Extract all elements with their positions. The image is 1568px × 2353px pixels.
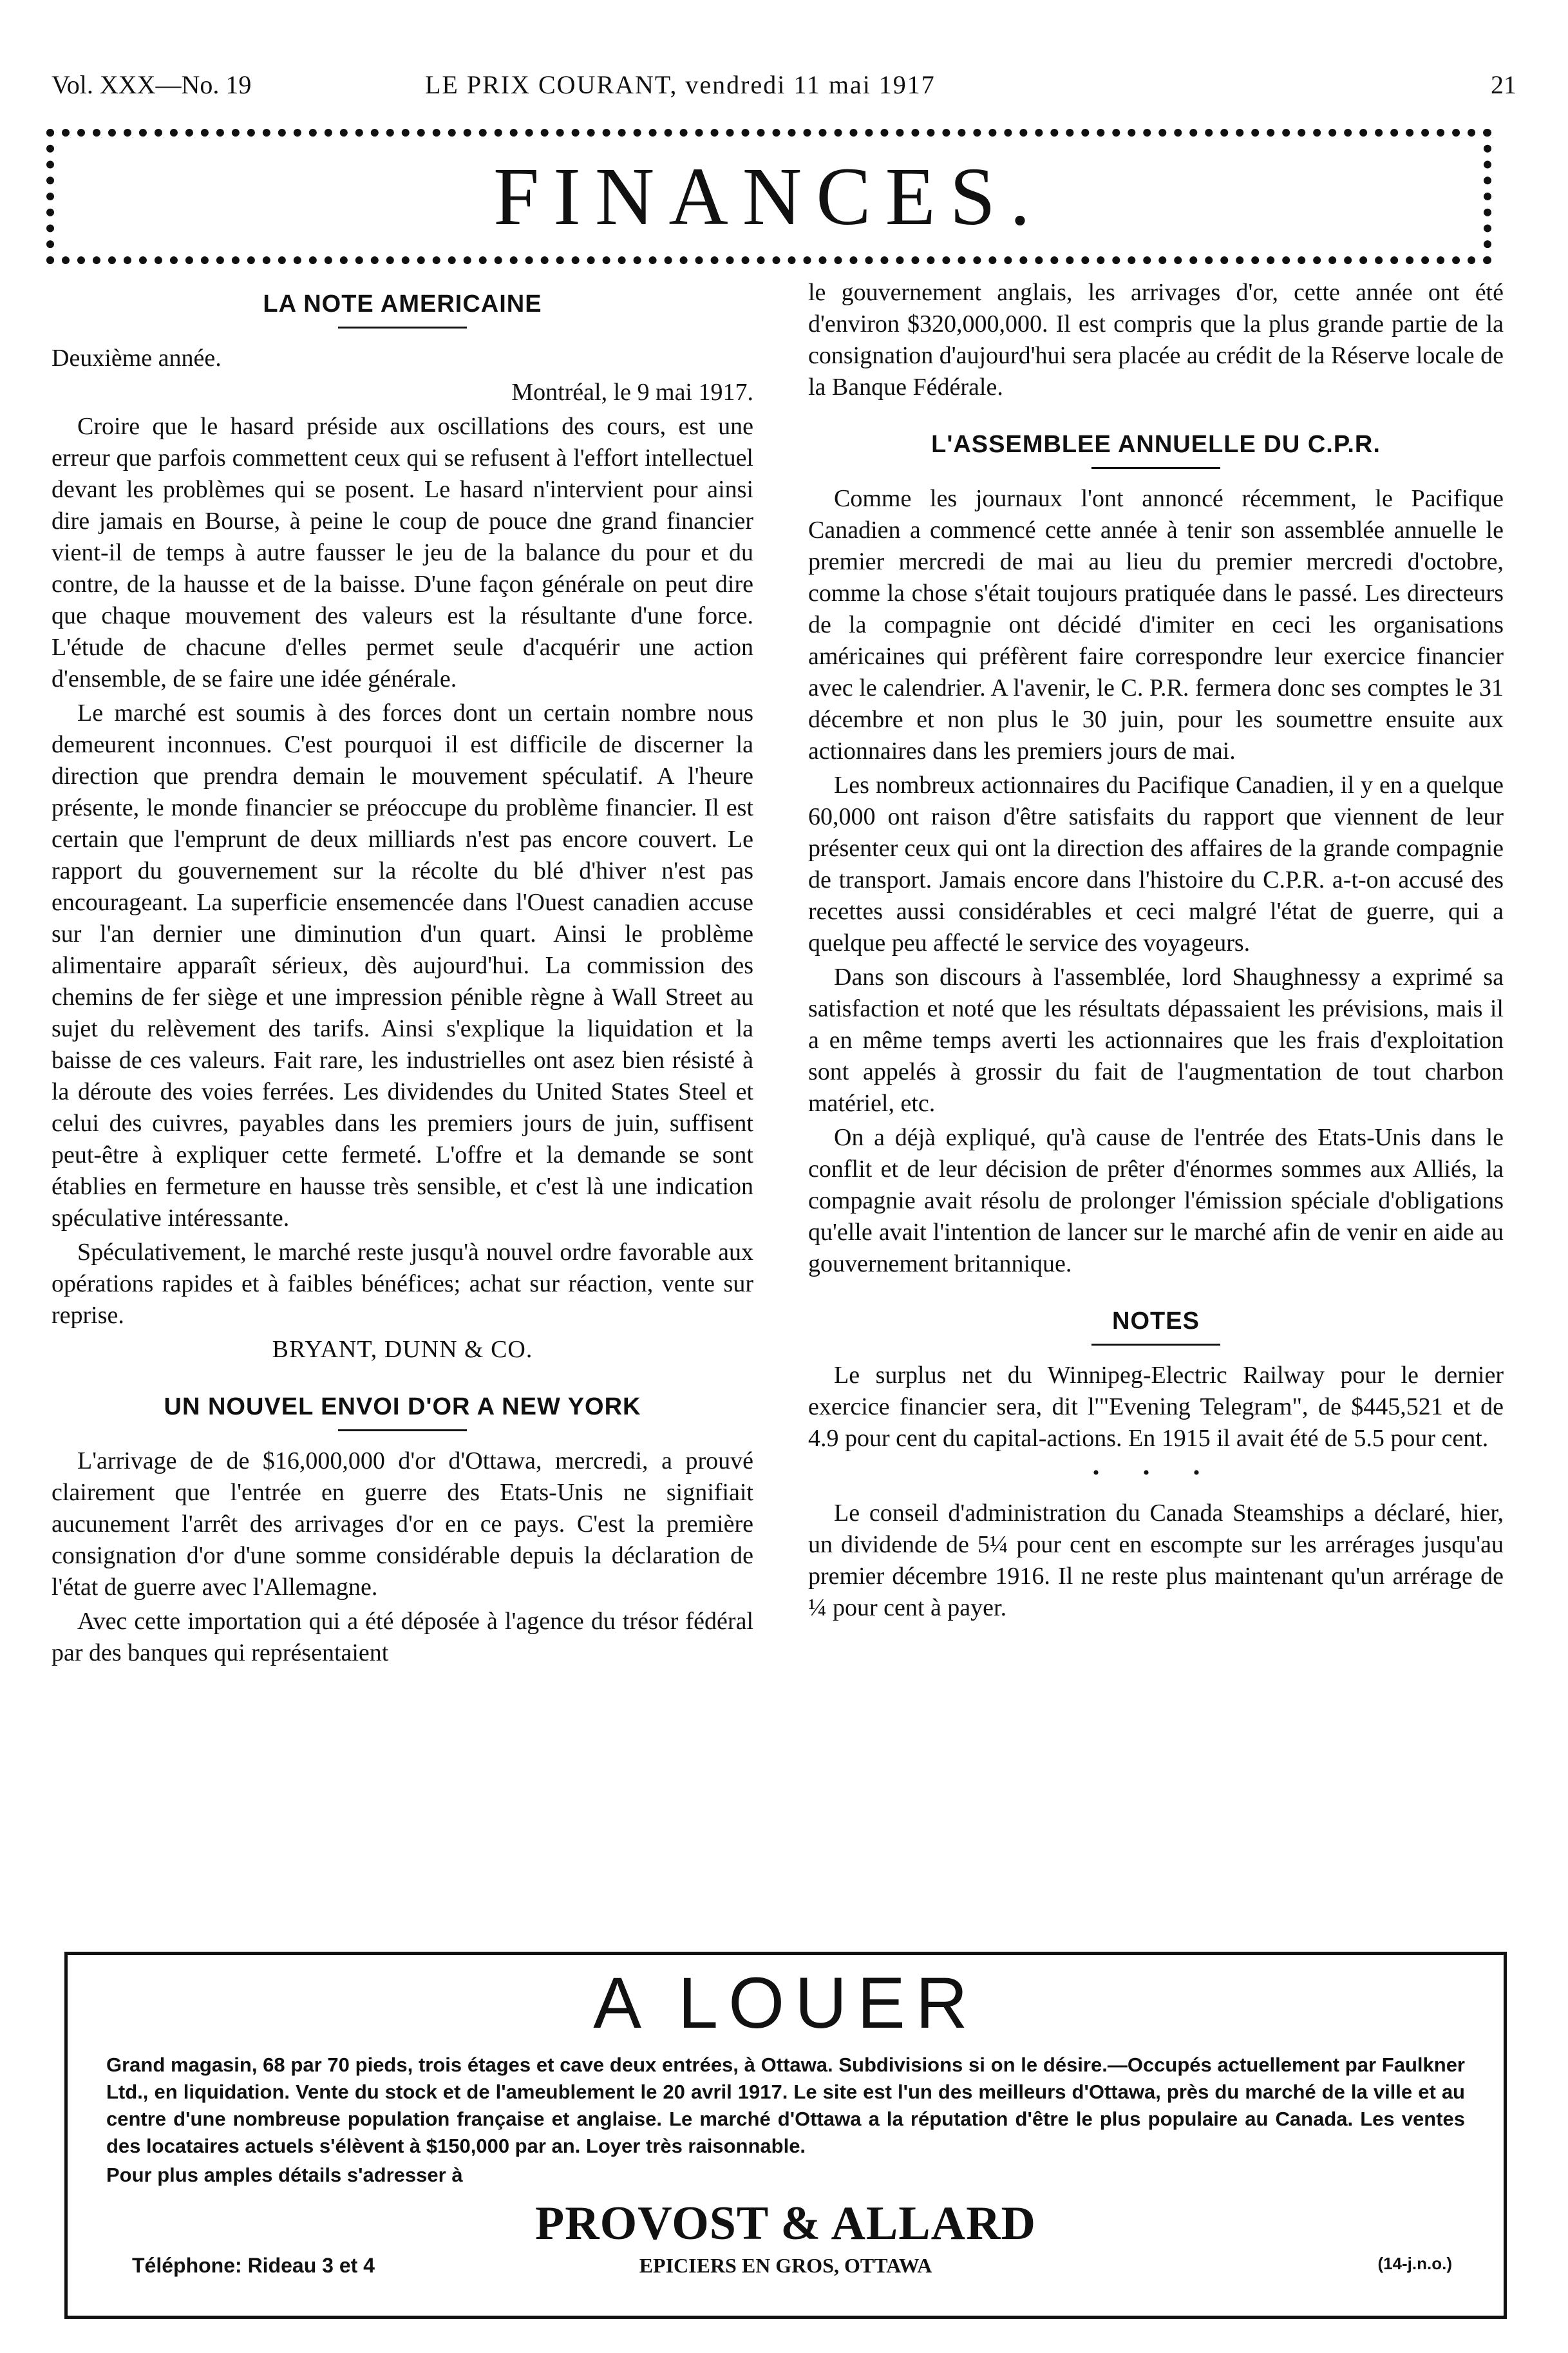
heading-rule xyxy=(338,1429,467,1431)
article-heading: NOTES xyxy=(1112,1308,1200,1335)
article-paragraph: Les nombreux actionnaires du Pacifique Canadien, il y en a quelque 60,000 ont raison d'être satisfaits du rapport que viennent de leur présenter ceux qui ont la direction des affaires de la grande compagnie de transport. Jamais encore dans l'histoire du C.P.R. a-t-on accusé des recettes aussi considérables et ceci malgré l'état de guerre, qui a quelque peu affecté le service des voyageurs. xyxy=(808,772,1504,957)
article-heading: L'ASSEMBLEE ANNUELLE DU C.P.R. xyxy=(931,431,1381,458)
article-paragraph: Le marché est soumis à des forces dont un certain nombre nous demeurent inconnues. C'est pourquoi il est difficile de discerner la direction que prendra demain le mouvement spéculatif. A l'heure présente, le monde financier se préoccupe du problème financier. Il est certain que l'emprunt de deux milliards n'est pas encore couvert. Le rapport du gouvernement sur la récolte du blé d'hiver n'est pas encourageant. La superficie ensemencée dans l'Ouest canadien accuse sur l'an dernier une diminution d'un quart. Ainsi le problème alimentaire apparaît sérieux, dès aujourd'hui. La commission des chemins de fer siège et une impression pénible règne à Wall Street au sujet du relèvement des tarifs. Ainsi s'explique la liquidation et la baisse de ces valeurs. Fait rare, les industrielles ont asez bien résisté à la déroute des voies ferrées. Les dividendes du United States Steel et celui des cuivres, payables dans les premiers jours de juin, suffisent peut-être à expliquer cette fermeté. L'offre et la demande se sont établies en fermeture en hausse très sensible, et c'est là une indication spéculative intéressante. xyxy=(52,700,753,1232)
heading-rule xyxy=(1091,1344,1220,1346)
article-paragraph: On a déjà expliqué, qu'à cause de l'entrée des Etats-Unis dans le conflit et de leur décision de prêter d'énormes sommes aux Alliés, la compagnie avait résolu de prolonger l'émission spéciale d'obligations qu'elle avait l'intention de lancer sur le marché afin de venir en aide au gouvernement britannique. xyxy=(808,1124,1504,1277)
ad-phone: Téléphone: Rideau 3 et 4 xyxy=(132,2254,375,2277)
ad-company-subtitle: EPICIERS EN GROS, OTTAWA xyxy=(639,2254,932,2277)
ad-body: Grand magasin, 68 par 70 pieds, trois étages et cave deux entrées, à Ottawa. Subdivisions si on le désire.—Occupés actuellement par Faulkner Ltd., en liquidation. Vente du stock et de l'ameublement le 20 avril 1917. Le site est l'un des meilleurs d'Ottawa, près du marché de la ville et au centre d'une nombreuse population française et anglaise. Le marché d'Ottawa a la réputation d'être le plus populaire au Canada. Les ventes des locataires actuels s'élèvent à $150,000 par an. Loyer très raisonnable. xyxy=(106,2053,1465,2157)
right-column xyxy=(808,277,1504,1626)
article-paragraph: Comme les journaux l'ont annoncé récemment, le Pacifique Canadien a commencé cette année à tenir son assemblée annuelle le premier mercredi de mai au lieu du premier mercredi d'octobre, comme la chose s'était toujours pratiquée dans le passé. Les directeurs de la compagnie ont décidé d'imiter en ceci les organisations américaines qui préfèrent faire correspondre leur exercice financier avec le calendrier. A l'avenir, le C. P.R. fermera donc ses comptes le 31 décembre et non plus le 30 juin, pour les soumettre ensuite aux actionnaires dans les premiers jours de mai. xyxy=(808,485,1504,765)
ad-footer xyxy=(106,2254,1465,2282)
article-cpr-assembly xyxy=(808,429,1504,1280)
left-column xyxy=(52,277,753,1672)
ad-title: A LOUER xyxy=(593,1963,978,2043)
section-title: FINANCES. xyxy=(493,150,1044,242)
article-dateline: Montréal, le 9 mai 1917. xyxy=(511,379,753,406)
volume-number: Vol. XXX—No. 19 xyxy=(52,70,252,99)
article-paragraph: Le surplus net du Winnipeg-Electric Railway pour le dernier exercice financier sera, dit l'"Evening Telegram", de $445,521 et de 4.9 pour cent du capital-actions. En 1915 il avait été de 5.5 pour cent. xyxy=(808,1362,1504,1452)
a-louer-advertisement xyxy=(64,1952,1507,2319)
running-head xyxy=(52,70,1516,108)
article-paragraph: Croire que le hasard préside aux oscillations des cours, est une erreur que parfois commettent ceux qui se refusent à l'effort intellectuel devant les problèmes qui se posent. Le hasard n'intervient pour ainsi dire jamais en Bourse, à peine le coup de pouce dne grand financier vient-il de temps à autre fausser le jeu de la balance du pour et du contre, de la hausse et de la baisse. D'une façon générale on peut dire que chaque mouvement des valeurs est la résultante d'une force. L'étude de chacune d'elles permet seule d'acquérir une action d'ensemble, de se faire une idée générale. xyxy=(52,413,753,692)
publication-date-line: LE PRIX COURANT, vendredi 11 mai 1917 xyxy=(425,70,936,99)
heading-rule xyxy=(1091,467,1220,469)
article-paragraph: L'arrivage de de $16,000,000 d'or d'Ottawa, mercredi, a prouvé clairement que l'entrée en guerre des Etats-Unis ne signifiait aucunement l'arrêt des arrivages d'or en ce pays. C'est la première consignation d'or d'une somme considérable depuis la déclaration de l'état de guerre avec l'Allemagne. xyxy=(52,1447,753,1601)
article-heading: UN NOUVEL ENVOI D'OR A NEW YORK xyxy=(164,1393,641,1420)
article-continuation: le gouvernement anglais, les arrivages d'or, cette année ont été d'environ $320,000,000. Il est compris que la plus grande partie de la consignation d'aujourd'hui sera placée au crédit de la Réserve locale de la Banque Fédérale. xyxy=(808,279,1504,401)
article-heading: LA NOTE AMERICAINE xyxy=(263,291,542,318)
notes-separator: • • • xyxy=(1092,1462,1220,1483)
article-paragraph: Dans son discours à l'assemblée, lord Shaughnessy a exprimé sa satisfaction et noté que les résultats dépassaient les prévisions, mais il a en même temps averti les actionnaires que les frais d'exploitation sont appelés à grossir du fait de l'augmentation de tout charbon matériel, etc. xyxy=(808,964,1504,1117)
article-paragraph: Le conseil d'administration du Canada Steamships a déclaré, hier, un dividende de 5¼ pour cent en escompte sur les arrérages jusqu'au premier décembre 1916. Il ne reste plus maintenant qu'un arrérage de ¼ pour cent à payer. xyxy=(808,1500,1504,1621)
article-subtitle: Deuxième année. xyxy=(52,345,222,372)
article-note-americaine xyxy=(52,289,753,1366)
ad-company-name: PROVOST & ALLARD xyxy=(535,2197,1036,2250)
article-signature: BRYANT, DUNN & CO. xyxy=(272,1336,533,1363)
heading-rule xyxy=(338,327,467,329)
article-envoi-or xyxy=(52,1391,753,1669)
ad-contact-line: Pour plus amples détails s'adresser à xyxy=(106,2164,463,2186)
article-paragraph: Avec cette importation qui a été déposée à l'agence du trésor fédéral par des banques qui représentaient xyxy=(52,1608,753,1666)
article-paragraph: Spéculativement, le marché reste jusqu'à nouvel ordre favorable aux opérations rapides et à faibles bénéfices; achat sur réaction, vente sur reprise. xyxy=(52,1239,753,1329)
article-notes xyxy=(808,1306,1504,1624)
finances-banner xyxy=(46,129,1491,264)
page-number: 21 xyxy=(1491,70,1516,99)
ad-insertion-code: (14-j.n.o.) xyxy=(1377,2254,1452,2273)
